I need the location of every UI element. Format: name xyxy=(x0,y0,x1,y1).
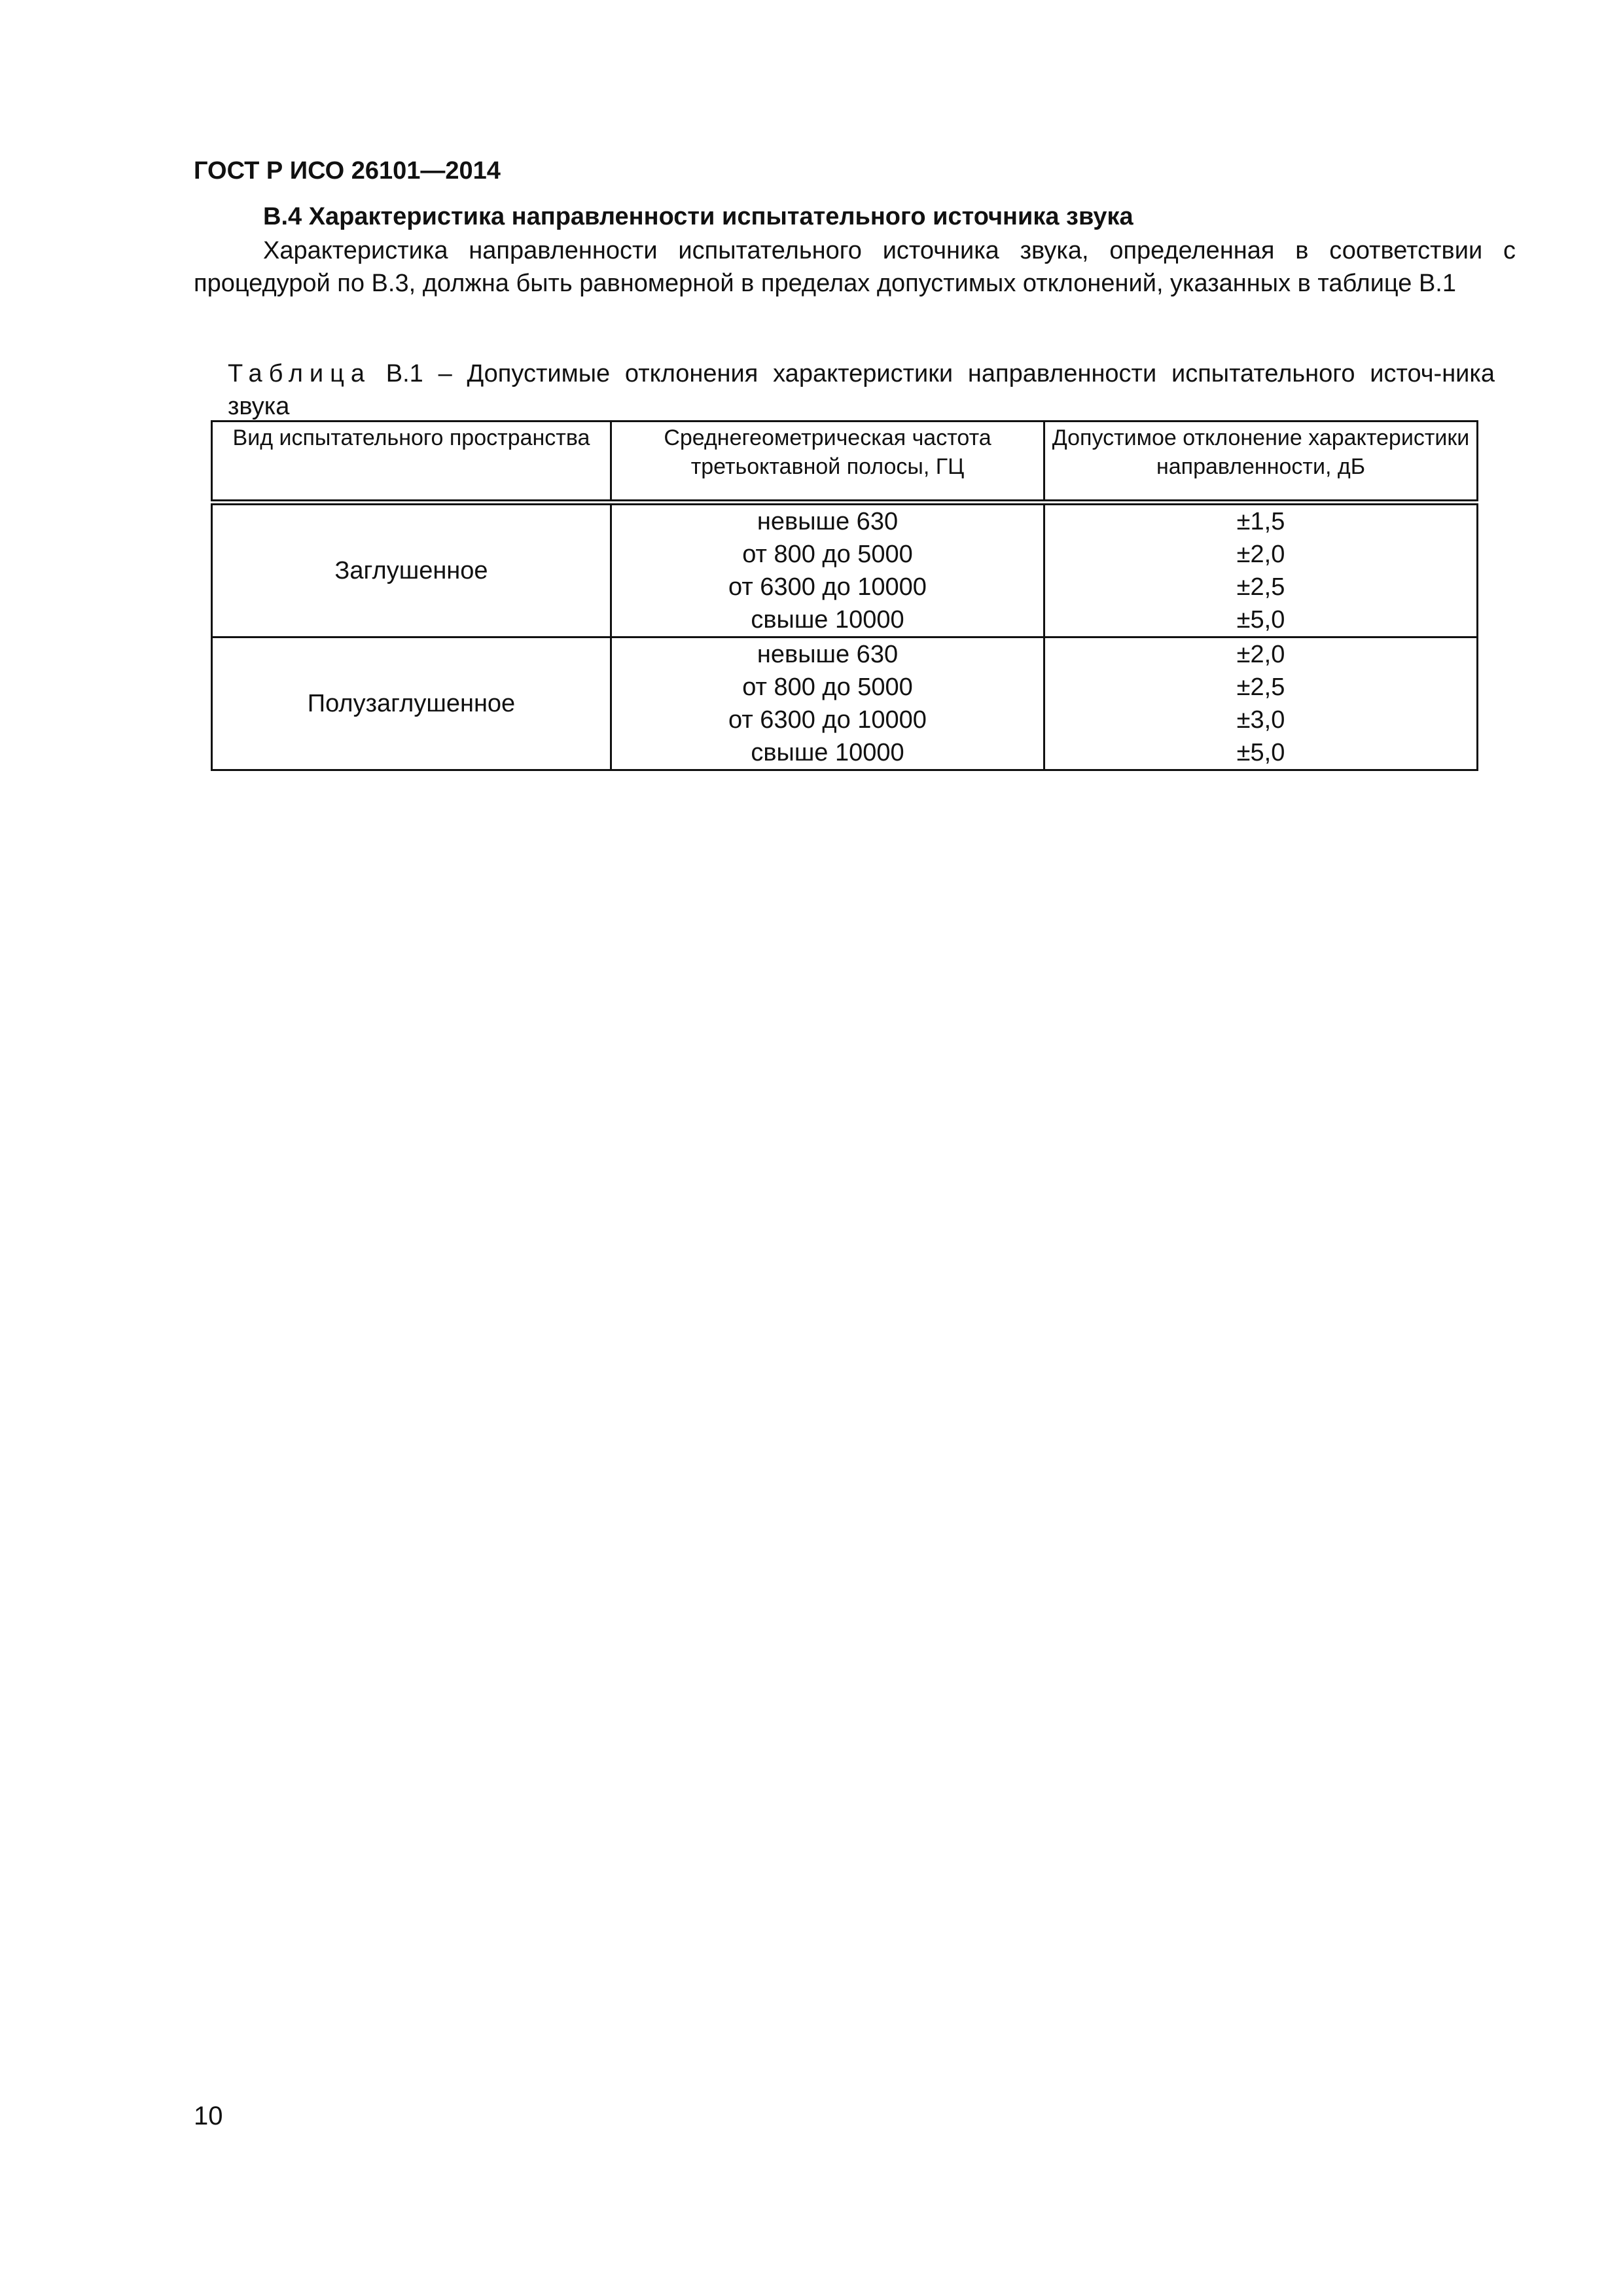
document-code: ГОСТ Р ИСО 26101—2014 xyxy=(194,157,501,185)
frequency-cell: свыше 10000 xyxy=(611,736,1044,770)
table-row xyxy=(212,637,1478,672)
deviation-cell: ±2,0 xyxy=(1044,637,1478,672)
tolerance-table-container xyxy=(211,420,1476,771)
deviation-cell: ±2,5 xyxy=(1044,671,1478,704)
frequency-cell: невыше 630 xyxy=(611,503,1044,539)
deviation-cell: ±5,0 xyxy=(1044,603,1478,637)
body-paragraph: Характеристика направленности испытательного источника звука, определенная в соответствии с процедурой по В.3, должна быть равномерной в пределах допустимых отклонений, указанных в таблице В.1 xyxy=(194,237,1516,297)
frequency-cell: от 800 до 5000 xyxy=(611,671,1044,704)
tolerance-table xyxy=(211,420,1478,771)
table-caption-text: В.1 – Допустимые отклонения характеристики направленности испытательного источ-ника звука xyxy=(228,360,1495,420)
frequency-cell: свыше 10000 xyxy=(611,603,1044,637)
column-header-frequency: Среднегеометрическая частота третьоктавной полосы, ГЦ xyxy=(611,422,1044,503)
frequency-cell: от 800 до 5000 xyxy=(611,538,1044,571)
deviation-cell: ±2,0 xyxy=(1044,538,1478,571)
table-row xyxy=(212,503,1478,539)
table-caption-label: Таблица xyxy=(228,360,371,387)
deviation-cell: ±3,0 xyxy=(1044,704,1478,736)
table-header-row xyxy=(212,422,1478,503)
environment-cell: Заглушенное xyxy=(212,503,611,637)
deviation-cell: ±1,5 xyxy=(1044,503,1478,539)
page-number: 10 xyxy=(194,2102,223,2130)
frequency-cell: от 6300 до 10000 xyxy=(611,571,1044,603)
frequency-cell: невыше 630 xyxy=(611,637,1044,672)
column-header-deviation: Допустимое отклонение характеристики направленности, дБ xyxy=(1044,422,1478,503)
table-caption xyxy=(228,357,1495,423)
section-heading: В.4 Характеристика направленности испытательного источника звука xyxy=(263,203,1133,230)
frequency-cell: от 6300 до 10000 xyxy=(611,704,1044,736)
deviation-cell: ±2,5 xyxy=(1044,571,1478,603)
deviation-cell: ±5,0 xyxy=(1044,736,1478,770)
environment-cell: Полузаглушенное xyxy=(212,637,611,770)
column-header-environment: Вид испытательного пространства xyxy=(212,422,611,503)
